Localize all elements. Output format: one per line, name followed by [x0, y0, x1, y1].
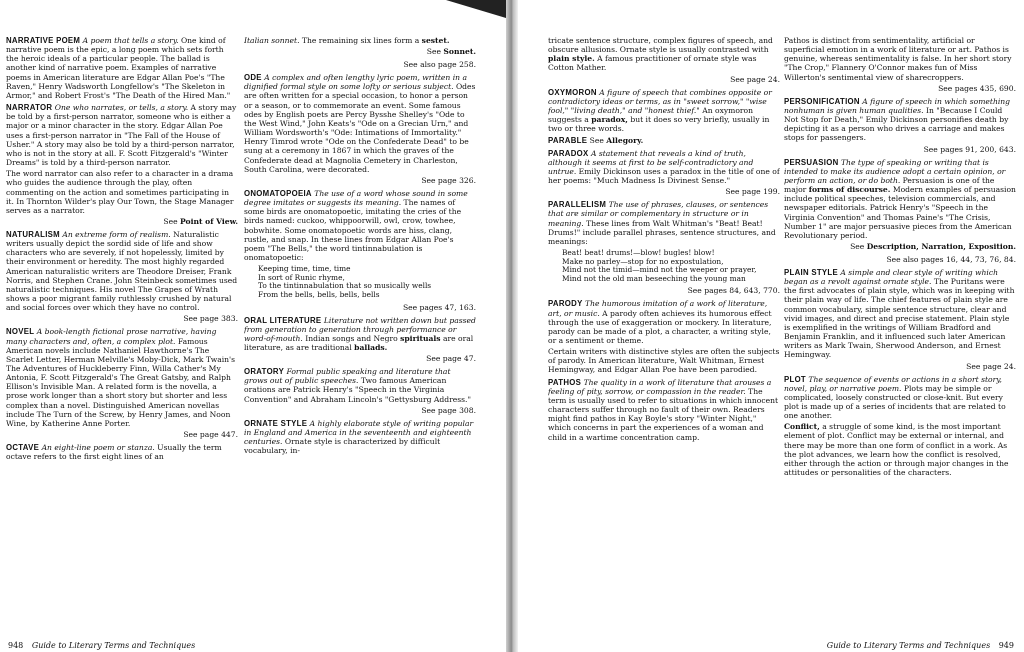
- see-label: See pages 84, 643, 770.: [687, 286, 780, 296]
- see-reference: [784, 362, 1016, 371]
- entry-text: [244, 419, 476, 456]
- see-label: See page 199.: [725, 187, 780, 197]
- cross-reference: sestet.: [421, 36, 450, 45]
- right-column-2: [784, 36, 1016, 626]
- entry-paragraph: [6, 169, 238, 215]
- entry-definition: The type of speaking or writing that is intended to make its audience adopt a certain opinion, or perform an action, or do both.: [784, 157, 1006, 185]
- see-label: See pages 47, 163.: [402, 302, 476, 312]
- entry-text: [244, 367, 476, 404]
- right-page: [518, 0, 1024, 652]
- glossary-entry: [784, 36, 1016, 93]
- see-label: See: [163, 216, 178, 226]
- verse-line: Make no parley—stop for no expostulation,: [562, 256, 724, 266]
- entry-term: ORNATE STYLE: [244, 418, 308, 428]
- see-label: See pages 435, 690.: [938, 83, 1016, 93]
- glossary-entry: [548, 88, 780, 134]
- entry-body: In "Because I Could Not Stop for Death," Emily Dickinson personifies death by depicting it as a person who drives a carriage and makes stops for passengers.: [784, 105, 1009, 143]
- see-also-reference: See also page 258.: [403, 60, 476, 70]
- entry-term: PERSUASION: [784, 157, 839, 167]
- entry-definition: An eight-line poem or stanza.: [41, 443, 155, 453]
- book-gutter: [506, 0, 518, 652]
- left-column-1: [6, 36, 238, 626]
- see-reference: [784, 84, 1016, 93]
- entry-body: A parody often achieves its humorous effect through the use of exaggeration or mockery. In literature, parody can be made of a plot, a character, a writing style, or a sentiment or theme.: [548, 308, 772, 345]
- see-label: See pages 91, 200, 643.: [923, 144, 1016, 154]
- see-reference: [784, 242, 1016, 251]
- glossary-entry: [784, 97, 1016, 154]
- see-label: See page 24.: [730, 74, 780, 84]
- see-reference: [548, 286, 780, 295]
- glossary-entry: [548, 136, 780, 145]
- verse-line: Keeping time, time, time: [258, 264, 351, 274]
- see-reference: [244, 176, 476, 185]
- verse-quote: [548, 249, 780, 283]
- entry-text: [244, 316, 476, 353]
- see-reference: [244, 47, 476, 56]
- entry-term: ONOMATOPOEIA: [244, 188, 312, 198]
- entry-definition: Literature not written down but passed from generation to generation through performance or word-of-mouth.: [244, 315, 476, 343]
- entry-term: ORATORY: [244, 367, 285, 377]
- entry-term: PARALLELISM: [548, 200, 607, 210]
- entry-text: [6, 103, 238, 167]
- entry-body: Pathos is distinct from sentimentality, artificial or superficial emotion in a work of literature or art. Pathos is genuine, whereas sentimentality is false. In her short story "The Crop," Flannery O'Connor makes fun of Miss Willerton's sentimental view of sharecroppers.: [784, 36, 1012, 82]
- entry-body: See: [589, 136, 607, 146]
- glossary-entry: [784, 375, 1016, 478]
- see-reference: [244, 303, 476, 312]
- entry-body: Emily Dickinson uses a paradox in the title of one of her poems: "Much Madness Is Divinest Sense.": [548, 166, 780, 186]
- entry-body: A famous practitioner of ornate style was Cotton Mather.: [548, 54, 757, 73]
- glossary-entry: [244, 419, 476, 456]
- see-label: See page 383.: [183, 314, 238, 324]
- entry-body: a struggle of some kind, is the most important element of plot. Conflict may be external or internal, and there may be more than one form of conflict in a work. As the plot advances, we learn how the conflict is resolved, either through the action or through major changes in the attitudes or personalities of the characters.: [784, 422, 1009, 478]
- verse-line: In sort of Runic rhyme,: [258, 272, 345, 282]
- entry-body: Ornate style is characterized by difficult vocabulary, in-: [244, 437, 441, 456]
- entry-text: [6, 443, 238, 461]
- see-label: See page 308.: [421, 405, 476, 415]
- cross-reference: forms of discourse.: [808, 185, 891, 195]
- footer-title: Guide to Literary Terms and Techniques: [826, 641, 991, 650]
- entry-body: tricate sentence structure, complex figures of speech, and obscure allusions. Ornate style is usually contrasted with: [548, 36, 773, 55]
- cross-reference: Allegory.: [606, 136, 644, 146]
- entry-term: PATHOS: [548, 377, 582, 387]
- cross-reference: Conflict,: [784, 422, 820, 432]
- entry-text: [548, 200, 780, 246]
- see-target: Description, Narration, Exposition.: [866, 241, 1016, 251]
- left-column-2: [244, 36, 476, 626]
- glossary-entry: [6, 443, 238, 461]
- glossary-entry: [548, 299, 780, 374]
- see-label: See page 47.: [426, 354, 476, 364]
- entry-body: The names of some birds are onomatopoetic, imitating the cries of the birds named: cuckoo, whippoorwill, owl, crow, towhee, bobwhite. Some onomatopoetic words are hiss, clang, rustle, and snap. In these lines from Edgar Allan Poe's poem "The Bells," the word tintinnabulation is onomatopoetic:: [244, 198, 462, 262]
- left-page: [0, 0, 506, 652]
- entry-body: The remaining six lines form a: [299, 36, 422, 45]
- entry-definition: A highly elaborate style of writing popular in England and America in the seventeenth and eighteenth centuries.: [244, 418, 474, 447]
- entry-definition: One who narrates, or tells, a story.: [54, 103, 189, 113]
- see-label: See page 447.: [183, 430, 238, 440]
- entry-body: A story may be told by a first-person narrator, someone who is either a major or a minor character in the story. Edgar Allan Poe uses a first-person narrator in "The Fall of the House of Usher." A story may also be told by a third-person narrator, who is not in the story at all. F. Scott Fitzgerald's "Winter Dreams" is told by a third-person narrator.: [6, 103, 237, 168]
- entry-term: ORAL LITERATURE: [244, 315, 322, 325]
- see-reference: [244, 406, 476, 415]
- entry-text: [244, 73, 476, 174]
- see-reference: [548, 187, 780, 196]
- entry-term: OXYMORON: [548, 87, 597, 97]
- entry-paragraph: [548, 347, 780, 374]
- entry-body: are oral literature, as are traditional: [244, 333, 474, 352]
- see-also-reference: See also pages 16, 44, 73, 76, 84.: [886, 254, 1016, 264]
- entry-term: ODE: [244, 73, 262, 83]
- cross-reference: spirituals: [400, 333, 441, 343]
- entry-definition: The quality in a work of literature that arouses a feeling of pity, sorrow, or compassion in the reader.: [548, 377, 772, 396]
- see-reference: [548, 75, 780, 84]
- entry-text: [244, 36, 476, 45]
- entry-text: [548, 88, 780, 134]
- entry-body: One kind of narrative poem is the epic, a long poem which sets forth the heroic ideals of a particular people. The ballad is another kind of narrative poem. Examples of narrative poems in American literature are Edgar Allan Poe's "The Raven," Henry Wadsworth Longfellow's "The Skeleton in Armor," and Robert Frost's "The Death of the Hired Man.": [6, 36, 231, 100]
- entry-term: PLOT: [784, 374, 806, 384]
- glossary-entry: [548, 149, 780, 197]
- glossary-entry: [6, 36, 238, 100]
- entry-definition: The sequence of events or actions in a short story, novel, play, or narrative poem.: [784, 374, 1002, 393]
- glossary-entry: [244, 36, 476, 69]
- see-label: See: [426, 47, 441, 57]
- entry-definition: The use of phrases, clauses, or sentences that are similar or complementary in structure or in meaning.: [548, 200, 769, 228]
- glossary-entry: [548, 200, 780, 295]
- see-reference: [784, 145, 1016, 154]
- entry-definition: A complex and often lengthy lyric poem, written in a dignified formal style on some lofty or serious subject.: [244, 73, 467, 92]
- see-reference: [244, 354, 476, 363]
- glossary-entry: [784, 268, 1016, 371]
- glossary-entry: [548, 378, 780, 442]
- entry-body: Certain writers with distinctive styles are often the subjects of parody. In American literature, Walt Whitman, Ernest Hemingway, and Edgar Allan Poe have been parodied.: [548, 347, 780, 375]
- verse-line: Mind not the timid—mind not the weeper or prayer,: [562, 265, 757, 275]
- entry-text: [784, 158, 1016, 240]
- see-reference: [6, 217, 238, 226]
- see-label: See page 24.: [966, 361, 1016, 371]
- entry-body: Persuasion is one of the major: [784, 175, 995, 195]
- page-footer-left: [2, 641, 195, 650]
- entry-term: NOVEL: [6, 327, 35, 337]
- entry-definition: A figure of speech in which something nonhuman is given human qualities.: [784, 96, 1011, 115]
- glossary-entry: [244, 367, 476, 415]
- right-column-1: [548, 36, 780, 626]
- entry-text: [548, 136, 780, 145]
- entry-term: NARRATIVE POEM: [6, 36, 81, 45]
- entry-term: PARABLE: [548, 136, 588, 146]
- entry-body: Usually the term octave refers to the first eight lines of an: [6, 443, 222, 462]
- entry-body: Famous American novels include Nathaniel Hawthorne's The Scarlet Letter, Herman Melville's Moby-Dick, Mark Twain's The Adventures of Huckleberry Finn, Willa Cather's My Antonia, F. Scott Fitzgerald's The Great Gatsby, and Ralph Ellison's Invisible Man. A related form is the novella, a prose work longer than a short story but shorter and less complex than a novel. Distinguished American novellas include The Turn of the Screw, by Henry James, and Noon Wine, by Katherine Anne Porter.: [6, 336, 236, 428]
- glossary-entry: [548, 36, 780, 84]
- entry-body: Modern examples of persuasion include political speeches, television commercials, and newspaper editorials. Patrick Henry's "Speech in the Virginia Convention" and Thomas Paine's "The Crisis, Number 1" are major persuasive pieces from the American Revolutionary period.: [784, 185, 1016, 240]
- entry-text: [548, 149, 780, 186]
- cross-reference: plain style.: [548, 54, 595, 64]
- entry-definition: Formal public speaking and literature that grows out of public speeches.: [244, 367, 451, 386]
- entry-text: [6, 327, 238, 428]
- page-number: 949: [998, 641, 1014, 650]
- glossary-entry: [244, 73, 476, 185]
- entry-body: The term is usually used to refer to situations in which innocent characters suffer through no fault of their own. Readers might find pathos in Kay Boyle's story "Winter Night," which concerns in part the experiences of a woman and child in a wartime concentration camp.: [548, 386, 779, 442]
- see-reference: [6, 430, 238, 439]
- footer-title: Guide to Literary Terms and Techniques: [31, 641, 196, 650]
- see-target: Sonnet.: [443, 47, 476, 57]
- entry-body: but it does so very briefly, usually in two or three words.: [548, 115, 770, 134]
- entry-definition: A book-length fictional prose narrative, having many characters and, often, a complex plot.: [6, 327, 217, 346]
- entry-definition: A poem that tells a story.: [82, 36, 179, 45]
- verse-line: Mind not the old man beseeching the young man: [562, 273, 746, 283]
- verse-quote: [244, 265, 476, 299]
- entry-term: PLAIN STYLE: [784, 267, 838, 277]
- entry-body: Two famous American orations are Patrick Henry's "Speech in the Virginia Convention" and Abraham Lincoln's "Gettysburg Address.": [244, 376, 471, 404]
- see-target: Point of View.: [180, 216, 238, 226]
- entry-text: [244, 189, 476, 262]
- entry-text: [784, 36, 1016, 82]
- entry-text: [784, 97, 1016, 143]
- glossary-entry: [6, 327, 238, 439]
- see-label: See: [850, 241, 865, 251]
- entry-definition: A simple and clear style of writing which began as a revolt against ornate style.: [784, 267, 999, 287]
- page-number: 948: [8, 641, 24, 650]
- entry-definition: Italian sonnet.: [244, 36, 300, 45]
- entry-text: [6, 230, 238, 312]
- entry-body: The word narrator can also refer to a character in a drama who guides the audience through the play, often commenting on the action and sometimes participating in it. In Thornton Wilder's play Our Town, the Stage Manager serves as a narrator.: [6, 169, 234, 215]
- entry-definition: A figure of speech that combines opposite or contradictory ideas or terms, as in "sweet sorrow," "wise fool," "living death," and "honest thief.": [548, 87, 772, 115]
- entry-paragraph: [784, 422, 1016, 477]
- entry-text: [784, 375, 1016, 421]
- entry-definition: The humorous imitation of a work of literature, art, or music.: [548, 299, 768, 318]
- verse-line: From the bells, bells, bells, bells: [258, 289, 380, 299]
- see-reference: [6, 314, 238, 323]
- verse-line: Beat! beat! drums!—blow! bugles! blow!: [562, 247, 715, 257]
- entry-term: PARADOX: [548, 148, 589, 158]
- entry-term: NATURALISM: [6, 229, 60, 239]
- glossary-entry: [6, 103, 238, 226]
- entry-term: PARODY: [548, 299, 583, 309]
- page-corner-shadow: [446, 0, 506, 18]
- see-label: See page 326.: [421, 175, 476, 185]
- entry-text: [6, 36, 238, 100]
- entry-term: NARRATOR: [6, 103, 53, 113]
- entry-body: These lines from Walt Whitman's "Beat! Beat! Drums!" include parallel phrases, sentence structures, and meanings:: [548, 218, 776, 246]
- cross-reference: ballads.: [354, 342, 388, 352]
- glossary-entry: [244, 189, 476, 312]
- entry-text: [548, 36, 780, 73]
- entry-body: Naturalistic writers usually depict the sordid side of life and show characters who are severely, if not hopelessly, limited by their environment or heredity. The most highly regarded American naturalistic writers are Theodore Dreiser, Frank Norris, and Stephen Crane. John Steinbeck sometimes used naturalistic techniques. His novel The Grapes of Wrath shows a poor migrant family ruthlessly crushed by natural and social forces over which they have no control.: [6, 229, 238, 313]
- entry-term: OCTAVE: [6, 443, 40, 453]
- entry-body: The Puritans were the first advocates of plain style, which was in keeping with their plain way of life. The chief features of plain style are common vocabulary, simple sentence structure, clear and vivid images, and direct and precise statement. Plain style is exemplified in the writings of William Bradford and Benjamin Franklin, and it influenced such later American writers as Mark Twain, Sherwood Anderson, and Ernest Hemingway.: [784, 277, 1015, 360]
- entry-definition: A statement that reveals a kind of truth, although it seems at first to be self-contradictory and untrue.: [548, 148, 754, 176]
- cross-reference: paradox,: [591, 115, 628, 125]
- glossary-entry: [6, 230, 238, 323]
- entry-body: Odes are often written for a special occasion, to honor a person or a season, or to commemorate an event. Some famous odes by English poets are Percy Bysshe Shelley's "Ode to the West Wind," John Keats's "Ode on a Grecian Urn," and William Wordsworth's "Ode: Intimations of Immortality." Henry Timrod wrote "Ode on the Confederate Dead" to be sung at a ceremony in 1867 in which the graves of the Confederate dead at Magnolia Cemetery in Charleston, South Carolina, were decorated.: [244, 82, 476, 174]
- entry-text: [548, 378, 780, 442]
- glossary-entry: [244, 316, 476, 364]
- page-footer-right: [827, 641, 1020, 650]
- entry-definition: An extreme form of realism.: [62, 229, 171, 239]
- entry-text: [784, 268, 1016, 360]
- verse-line: To the tintinnabulation that so musically wells: [258, 281, 432, 291]
- entry-body: Indian songs and Negro: [302, 333, 401, 343]
- entry-body: An oxymoron suggests a: [548, 105, 754, 125]
- entry-definition: The use of a word whose sound in some degree imitates or suggests its meaning.: [244, 188, 468, 208]
- entry-body: Plots may be simple or complicated, loosely constructed or close-knit. But every plot is made up of a series of incidents that are related to one another.: [784, 383, 1006, 421]
- entry-text: [548, 299, 780, 345]
- entry-term: PERSONIFICATION: [784, 96, 860, 106]
- glossary-entry: [784, 158, 1016, 264]
